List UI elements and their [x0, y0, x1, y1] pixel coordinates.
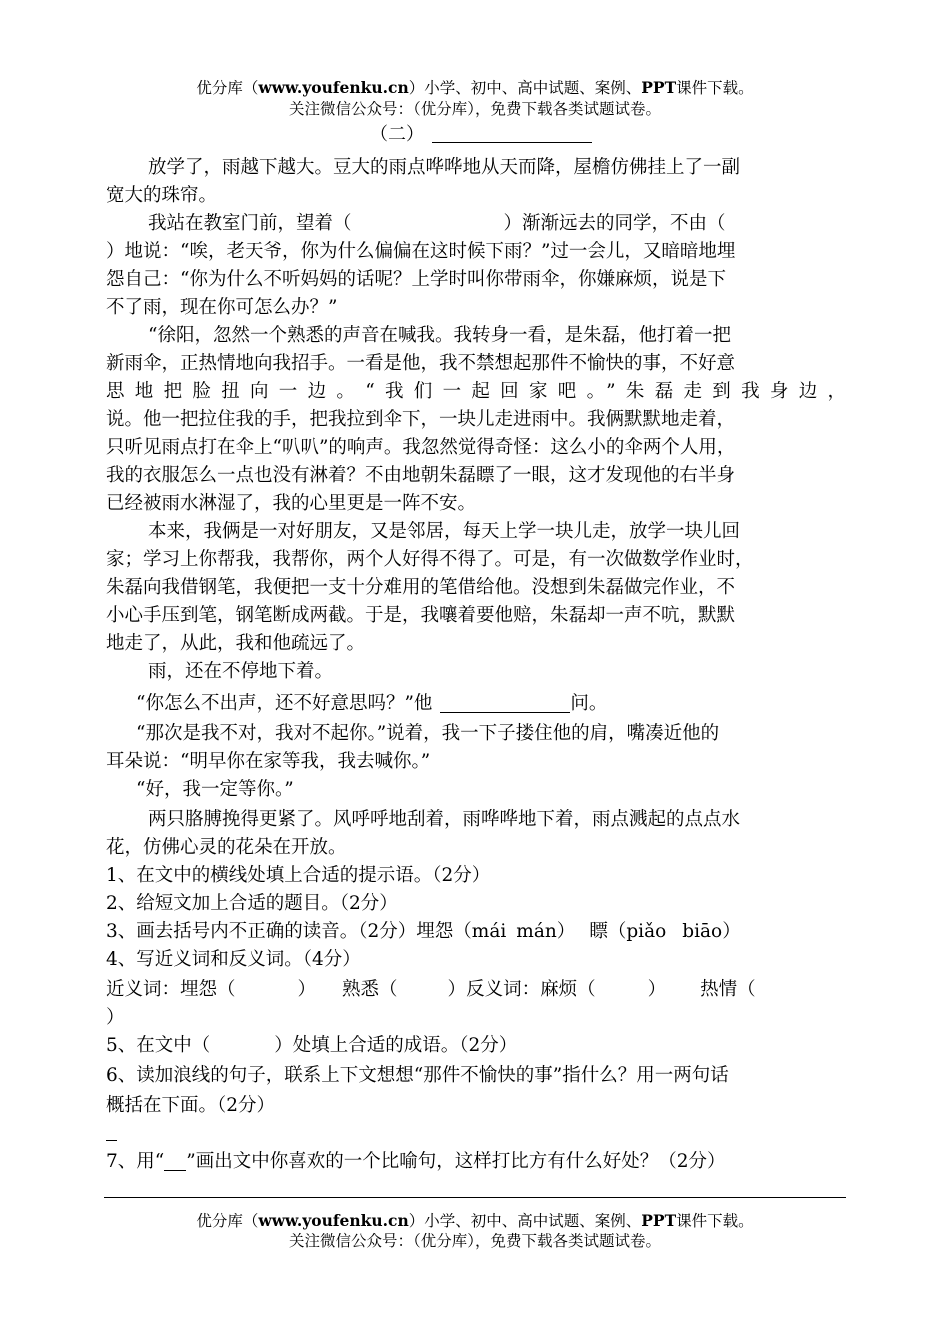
- passage-line: 放学了，雨越下越大。豆大的雨点哗哗地从天而降，屋檐仿佛挂上了一副: [148, 157, 741, 178]
- passage-line: 只听见雨点打在伞上“叭叭”的响声。我忽然觉得奇怪：这么小的伞两个人用，: [106, 437, 736, 458]
- header-url: www.youfenku.cn: [258, 78, 409, 97]
- question-3: 3、画去括号内不正确的读音。（2分）埋怨（mái mán） 瞟（piǎo biāo）: [106, 921, 741, 942]
- passage-line: 小心手压到笔，钢笔断成两截。于是，我嚷着要他赔，朱磊却一声不吭，默默: [106, 605, 736, 626]
- passage-line: 两只胳膊挽得更紧了。风呼呼地刮着，雨哗哗地下着，雨点溅起的点点水: [148, 809, 741, 830]
- question-4: 4、写近义词和反义词。（4分）: [106, 949, 361, 970]
- passage-line: 地走了，从此，我和他疏远了。: [106, 633, 366, 654]
- passage-line: 新雨伞，正热情地向我招手。一看是他，我不禁想起那件不愉快的事，不好意: [106, 353, 736, 374]
- passage-line: 已经被雨水淋湿了，我的心里更是一阵不安。: [106, 493, 477, 514]
- passage-line: 怨自己：“你为什么不听妈妈的话呢？上学时叫你带雨伞，你嫌麻烦，说是下: [106, 269, 726, 290]
- passage-line: 耳朵说：“明早你在家等我，我去喊你。”: [106, 751, 431, 772]
- passage-line: 雨，还在不停地下着。: [148, 661, 334, 682]
- passage-line: 我站在教室门前，望着（ ）渐渐远去的同学，不由（: [148, 213, 726, 234]
- passage-line: “好，我一定等你。”: [136, 779, 294, 800]
- question-4-answers-cont: ）: [106, 1007, 125, 1028]
- question-1: 1、在文中的横线处填上合适的提示语。（2分）: [106, 865, 491, 886]
- footer-url: www.youfenku.cn: [258, 1211, 409, 1230]
- underline-sample: [164, 1152, 186, 1171]
- question-7: 7、用“ ”画出文中你喜欢的一个比喻句，这样打比方有什么好处？（2分）: [106, 1151, 726, 1172]
- passage-line: 不了雨，现在你可怎么办？”: [106, 297, 338, 318]
- title-blank: [432, 128, 592, 143]
- passage-line: 花，仿佛心灵的花朵在开放。: [106, 837, 347, 858]
- footer-line-2: 关注微信公众号：（优分库），免费下载各类试题试卷。: [288, 1232, 661, 1250]
- question-5: 5、在文中（ ）处填上合适的成语。（2分）: [106, 1035, 518, 1056]
- passage-line: ）地说：“唉，老天爷，你为什么偏偏在这时候下雨？”过一会儿，又暗暗地埋: [106, 241, 736, 262]
- passage-line: “你怎么不出声，还不好意思吗？”他 问。: [136, 693, 608, 714]
- question-2: 2、给短文加上合适的题目。（2分）: [106, 893, 398, 914]
- passage-line: “徐阳，忽然一个熟悉的声音在喊我。我转身一看，是朱磊，他打着一把: [148, 325, 731, 346]
- passage-line: 说。他一把拉住我的手，把我拉到伞下，一块儿走进雨中。我俩默默地走着，: [106, 409, 736, 430]
- footer-line-1: 优分库（www.youfenku.cn）小学、初中、高中试题、案例、PPT课件下载。: [196, 1211, 754, 1230]
- question-4-answers: 近义词：埋怨（ ） 熟悉（ ）反义词：麻烦（ ） 热情（: [106, 979, 756, 1000]
- passage-line: 我的衣服怎么一点也没有淋着？不由地朝朱磊瞟了一眼，这才发现他的右半身: [106, 465, 736, 486]
- passage-line: 朱磊向我借钢笔，我便把一支十分难用的笔借给他。没想到朱磊做完作业，不: [106, 577, 736, 598]
- passage-line: 家；学习上你帮我，我帮你，两个人好得不得了。可是，有一次做数学作业时，: [106, 549, 754, 570]
- passage-line: 宽大的珠帘。: [106, 185, 218, 206]
- answer-line-stub: [106, 1140, 117, 1141]
- header-line-1: 优分库（www.youfenku.cn）小学、初中、高中试题、案例、PPT课件下载。: [196, 78, 754, 97]
- question-6-cont: 概括在下面。（2分）: [106, 1095, 276, 1116]
- section-title: （二）: [370, 122, 592, 148]
- question-6: 6、读加浪线的句子，联系上下文想想“那件不愉快的事”指什么？用一两句话: [106, 1065, 729, 1086]
- passage-line: 思地把脸扭向一边。“我们一起回家吧。”朱磊走到我身边，: [106, 381, 846, 402]
- passage-line: 本来，我俩是一对好朋友，又是邻居，每天上学一块儿走，放学一块儿回: [148, 521, 741, 542]
- header-line-2: 关注微信公众号：（优分库），免费下载各类试题试卷。: [288, 100, 661, 118]
- passage-line: “那次是我不对，我对不起你。”说着，我一下子搂住他的肩，嘴凑近他的: [136, 723, 720, 744]
- cue-blank: [440, 694, 570, 713]
- footer-rule: [104, 1197, 846, 1198]
